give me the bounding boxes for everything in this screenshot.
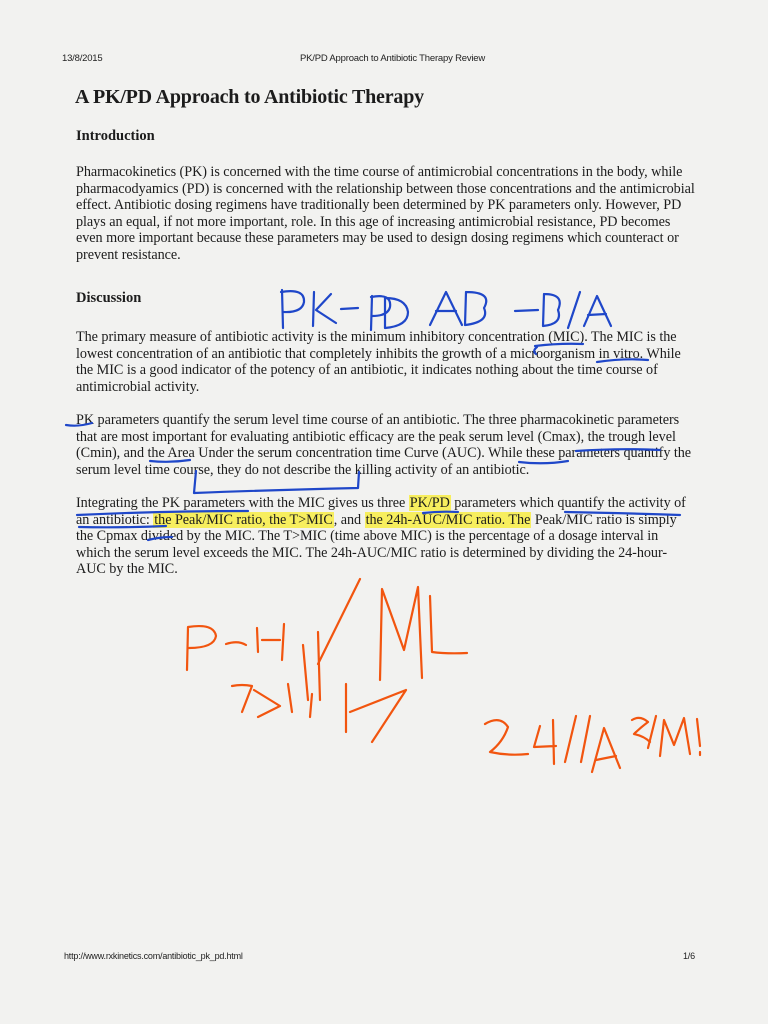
- orange-scribble-c2: [350, 690, 406, 742]
- blue-scribble-a2: [584, 296, 611, 326]
- blue-scribble-p2-bowl: [371, 296, 390, 316]
- blue-scribble-p: [282, 290, 283, 328]
- blue-scribble-b: [465, 292, 486, 325]
- orange-scribble-c: [430, 596, 467, 653]
- pkpd-text-2: parameters which quantify the activity of an antibiotic:: [76, 495, 686, 528]
- orange-scribble-double-slash: [565, 716, 590, 762]
- blue-scribble-dash2: [515, 310, 538, 311]
- pkpd-text-4: Peak/MIC ratio is simply the Cpmax divided by the MIC. The T>MIC (time above MIC) is the percentage of a dosage interval in which the serum level exceeds the MIC. The 24h-AUC/MIC ratio is determined by dividing the 24-hour-AUC by the MIC.: [76, 511, 677, 578]
- print-header-title: PK/PD Approach to Antibiotic Therapy Review: [300, 53, 486, 64]
- orange-scribble-gt: [254, 690, 280, 717]
- highlight-auc-mic: the 24h-AUC/MIC ratio. The: [365, 511, 531, 528]
- blue-scribble-d: [385, 298, 408, 328]
- print-date: 13/8/2015: [62, 53, 103, 64]
- blue-scribble-k-arms: [316, 294, 336, 323]
- page-number: 1/6: [683, 951, 695, 961]
- blue-scribble-b2: [543, 294, 560, 326]
- introduction-paragraph: Pharmacokinetics (PK) is concerned with the time course of antimicrobial concentrations in the body, while pharmacodyamics (PD) is concerned with the relationship between those concentrations and the antimicrobial effect. Antibiotic dosing regimens have traditionally been determined by PK parameters only. However, PD plays an equal, if not more important, role. In this age of increasing antimicrobial resistance, PD becomes even more important because these parameters may be used to design dosing regimens which counteract or prevent resistance.: [76, 164, 695, 263]
- orange-scribble-a: [592, 728, 620, 772]
- blue-scribble-slash: [568, 292, 580, 328]
- orange-scribble-k: [257, 624, 284, 660]
- orange-scribble-p: [187, 626, 216, 670]
- discussion-heading: Discussion: [76, 290, 142, 306]
- mic-paragraph: The primary measure of antibiotic activity is the minimum inhibitory concentration (MIC). The MIC is the lowest concentration of an antibiotic that completely inhibits the growth of a microorganism in vitro. While the MIC is a good indicator of the potency of an antibiotic, it indicates nothing about the time course of antimicrobial activity.: [76, 329, 681, 395]
- orange-scribble-e: [226, 642, 246, 645]
- blue-scribble-k-stem: [313, 292, 314, 326]
- orange-scribble-m-excl: [660, 718, 700, 756]
- orange-scribble-i: [310, 684, 346, 732]
- orange-scribble-dollar: [632, 718, 650, 742]
- blue-scribble-p2: [371, 296, 372, 330]
- pkpd-text-3: , and: [333, 511, 365, 528]
- orange-scribble-bar: [288, 684, 292, 712]
- highlight-peak-tmic: the Peak/MIC ratio, the T>MIC: [154, 511, 333, 528]
- introduction-heading: Introduction: [76, 128, 155, 144]
- orange-scribble-slash: [318, 579, 360, 664]
- document-title: A PK/PD Approach to Antibiotic Therapy: [75, 86, 424, 108]
- pk-parameters-paragraph: PK parameters quantify the serum level time course of an antibiotic. The three pharmacokinetic parameters that are most important for evaluating antibiotic efficacy are the peak serum level (Cmax), the trough level (Cmin), and the Area Under the serum concentration time Curve (AUC). While these parameters quantify the serum level time course, they do not describe the killing activity of an antibiotic.: [76, 412, 692, 478]
- orange-scribble-slash2: [648, 716, 656, 748]
- blue-scribble-a: [430, 292, 462, 325]
- pkpd-text-1: Integrating the PK parameters with the MIC gives us three: [76, 495, 409, 511]
- print-footer-url: http://www.rxkinetics.com/antibiotic_pk_pd.html: [64, 951, 243, 961]
- orange-scribble-7: [232, 685, 252, 712]
- orange-scribble-2: [485, 720, 528, 755]
- blue-scribble-dash: [341, 308, 358, 309]
- orange-scribble-4: [534, 720, 556, 764]
- highlight-pkpd: PK/PD: [409, 495, 450, 511]
- orange-scribble-m: [380, 587, 422, 680]
- orange-ink-annotations: [187, 579, 700, 772]
- blue-scribble-p-bowl: [281, 291, 304, 312]
- orange-scribble-lines: [303, 632, 320, 700]
- pkpd-parameters-paragraph: [76, 495, 696, 578]
